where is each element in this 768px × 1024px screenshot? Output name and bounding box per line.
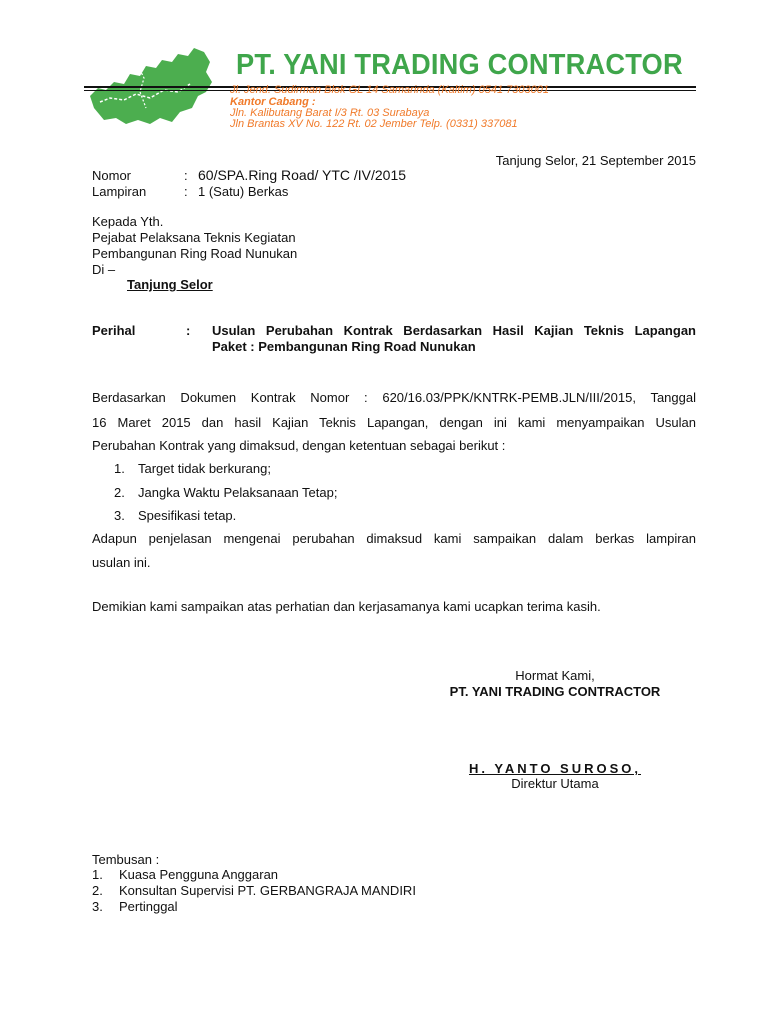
- branch-office-label: Kantor Cabang :: [230, 96, 316, 108]
- branch-address-2: Jln Brantas XV No. 122 Rt. 02 Jember Telp. (0331) 337081: [230, 118, 518, 130]
- list-item-text: Target tidak berkurang;: [138, 461, 271, 476]
- meta-attachment-sep: :: [184, 184, 188, 199]
- place-date: Tanjung Selor, 21 September 2015: [495, 153, 696, 168]
- meta-attachment-label: Lampiran: [92, 184, 147, 199]
- cc-item-text: Konsultan Supervisi PT. GERBANGRAJA MANDIRI: [119, 883, 416, 898]
- body-paragraph-1-line-3: Perubahan Kontrak yang dimaksud, dengan ketentuan sebagai berikut :: [92, 438, 506, 453]
- body-closing-paragraph: Demikian kami sampaikan atas perhatian dan kerjasamanya kami ucapkan terima kasih.: [92, 599, 601, 614]
- list-item-text: Spesifikasi tetap.: [138, 508, 237, 523]
- recipient-city: Tanjung Selor: [127, 277, 213, 292]
- subject-sep: :: [186, 323, 191, 338]
- cc-heading: Tembusan :: [92, 852, 160, 867]
- recipient-line-1: Pejabat Pelaksana Teknis Kegiatan: [92, 230, 296, 245]
- signature-company: PT. YANI TRADING CONTRACTOR: [449, 684, 661, 699]
- list-item-number: 3.: [114, 508, 125, 523]
- signature-name: H. YANTO SUROSO,: [468, 761, 641, 776]
- body-paragraph-2-line-2: usulan ini.: [92, 555, 151, 570]
- meta-number-value: 60/SPA.Ring Road/ YTC /IV/2015: [198, 167, 407, 183]
- head-office-address: Jl. Jend. Sudirman Blok GL 14 Samarinda (Kaltim) 0541 7303001: [230, 84, 549, 96]
- meta-number-label: Nomor: [92, 168, 132, 183]
- cc-item-number: 1.: [92, 867, 103, 882]
- branch-address-1: Jln. Kalibutang Barat I/3 Rt. 03 Surabaya: [230, 107, 430, 119]
- recipient-di: Di –: [92, 262, 116, 277]
- recipient-greeting: Kepada Yth.: [92, 214, 164, 229]
- subject-line-1: Usulan Perubahan Kontrak Berdasarkan Hasil Kajian Teknis Lapangan: [212, 323, 696, 338]
- list-item-number: 2.: [114, 485, 125, 500]
- company-logo-map: [80, 38, 220, 130]
- signature-closing: Hormat Kami,: [515, 668, 595, 683]
- subject-label: Perihal: [92, 323, 136, 338]
- signature-title: Direktur Utama: [511, 776, 599, 791]
- company-name-heading: PT. YANI TRADING CONTRACTOR: [236, 49, 683, 81]
- subject-line-2: Paket : Pembangunan Ring Road Nunukan: [212, 339, 476, 354]
- cc-item-text: Pertinggal: [119, 899, 178, 914]
- body-paragraph-1-line-1: Berdasarkan Dokumen Kontrak Nomor : 620/16.03/PPK/KNTRK-PEMB.JLN/III/2015, Tanggal: [92, 390, 696, 405]
- cc-item-text: Kuasa Pengguna Anggaran: [119, 867, 279, 882]
- cc-item-number: 3.: [92, 899, 103, 914]
- list-item-text: Jangka Waktu Pelaksanaan Tetap;: [138, 485, 338, 500]
- body-paragraph-1-line-2: 16 Maret 2015 dan hasil Kajian Teknis Lapangan, dengan ini kami menyampaikan Usulan: [92, 415, 696, 430]
- cc-item-number: 2.: [92, 883, 103, 898]
- meta-attachment-value: 1 (Satu) Berkas: [198, 184, 289, 199]
- list-item-number: 1.: [114, 461, 125, 476]
- recipient-line-2: Pembangunan Ring Road Nunukan: [92, 246, 298, 261]
- body-paragraph-2-line-1: Adapun penjelasan mengenai perubahan dimaksud kami sampaikan dalam berkas lampiran: [92, 531, 696, 546]
- meta-number-sep: :: [184, 168, 188, 183]
